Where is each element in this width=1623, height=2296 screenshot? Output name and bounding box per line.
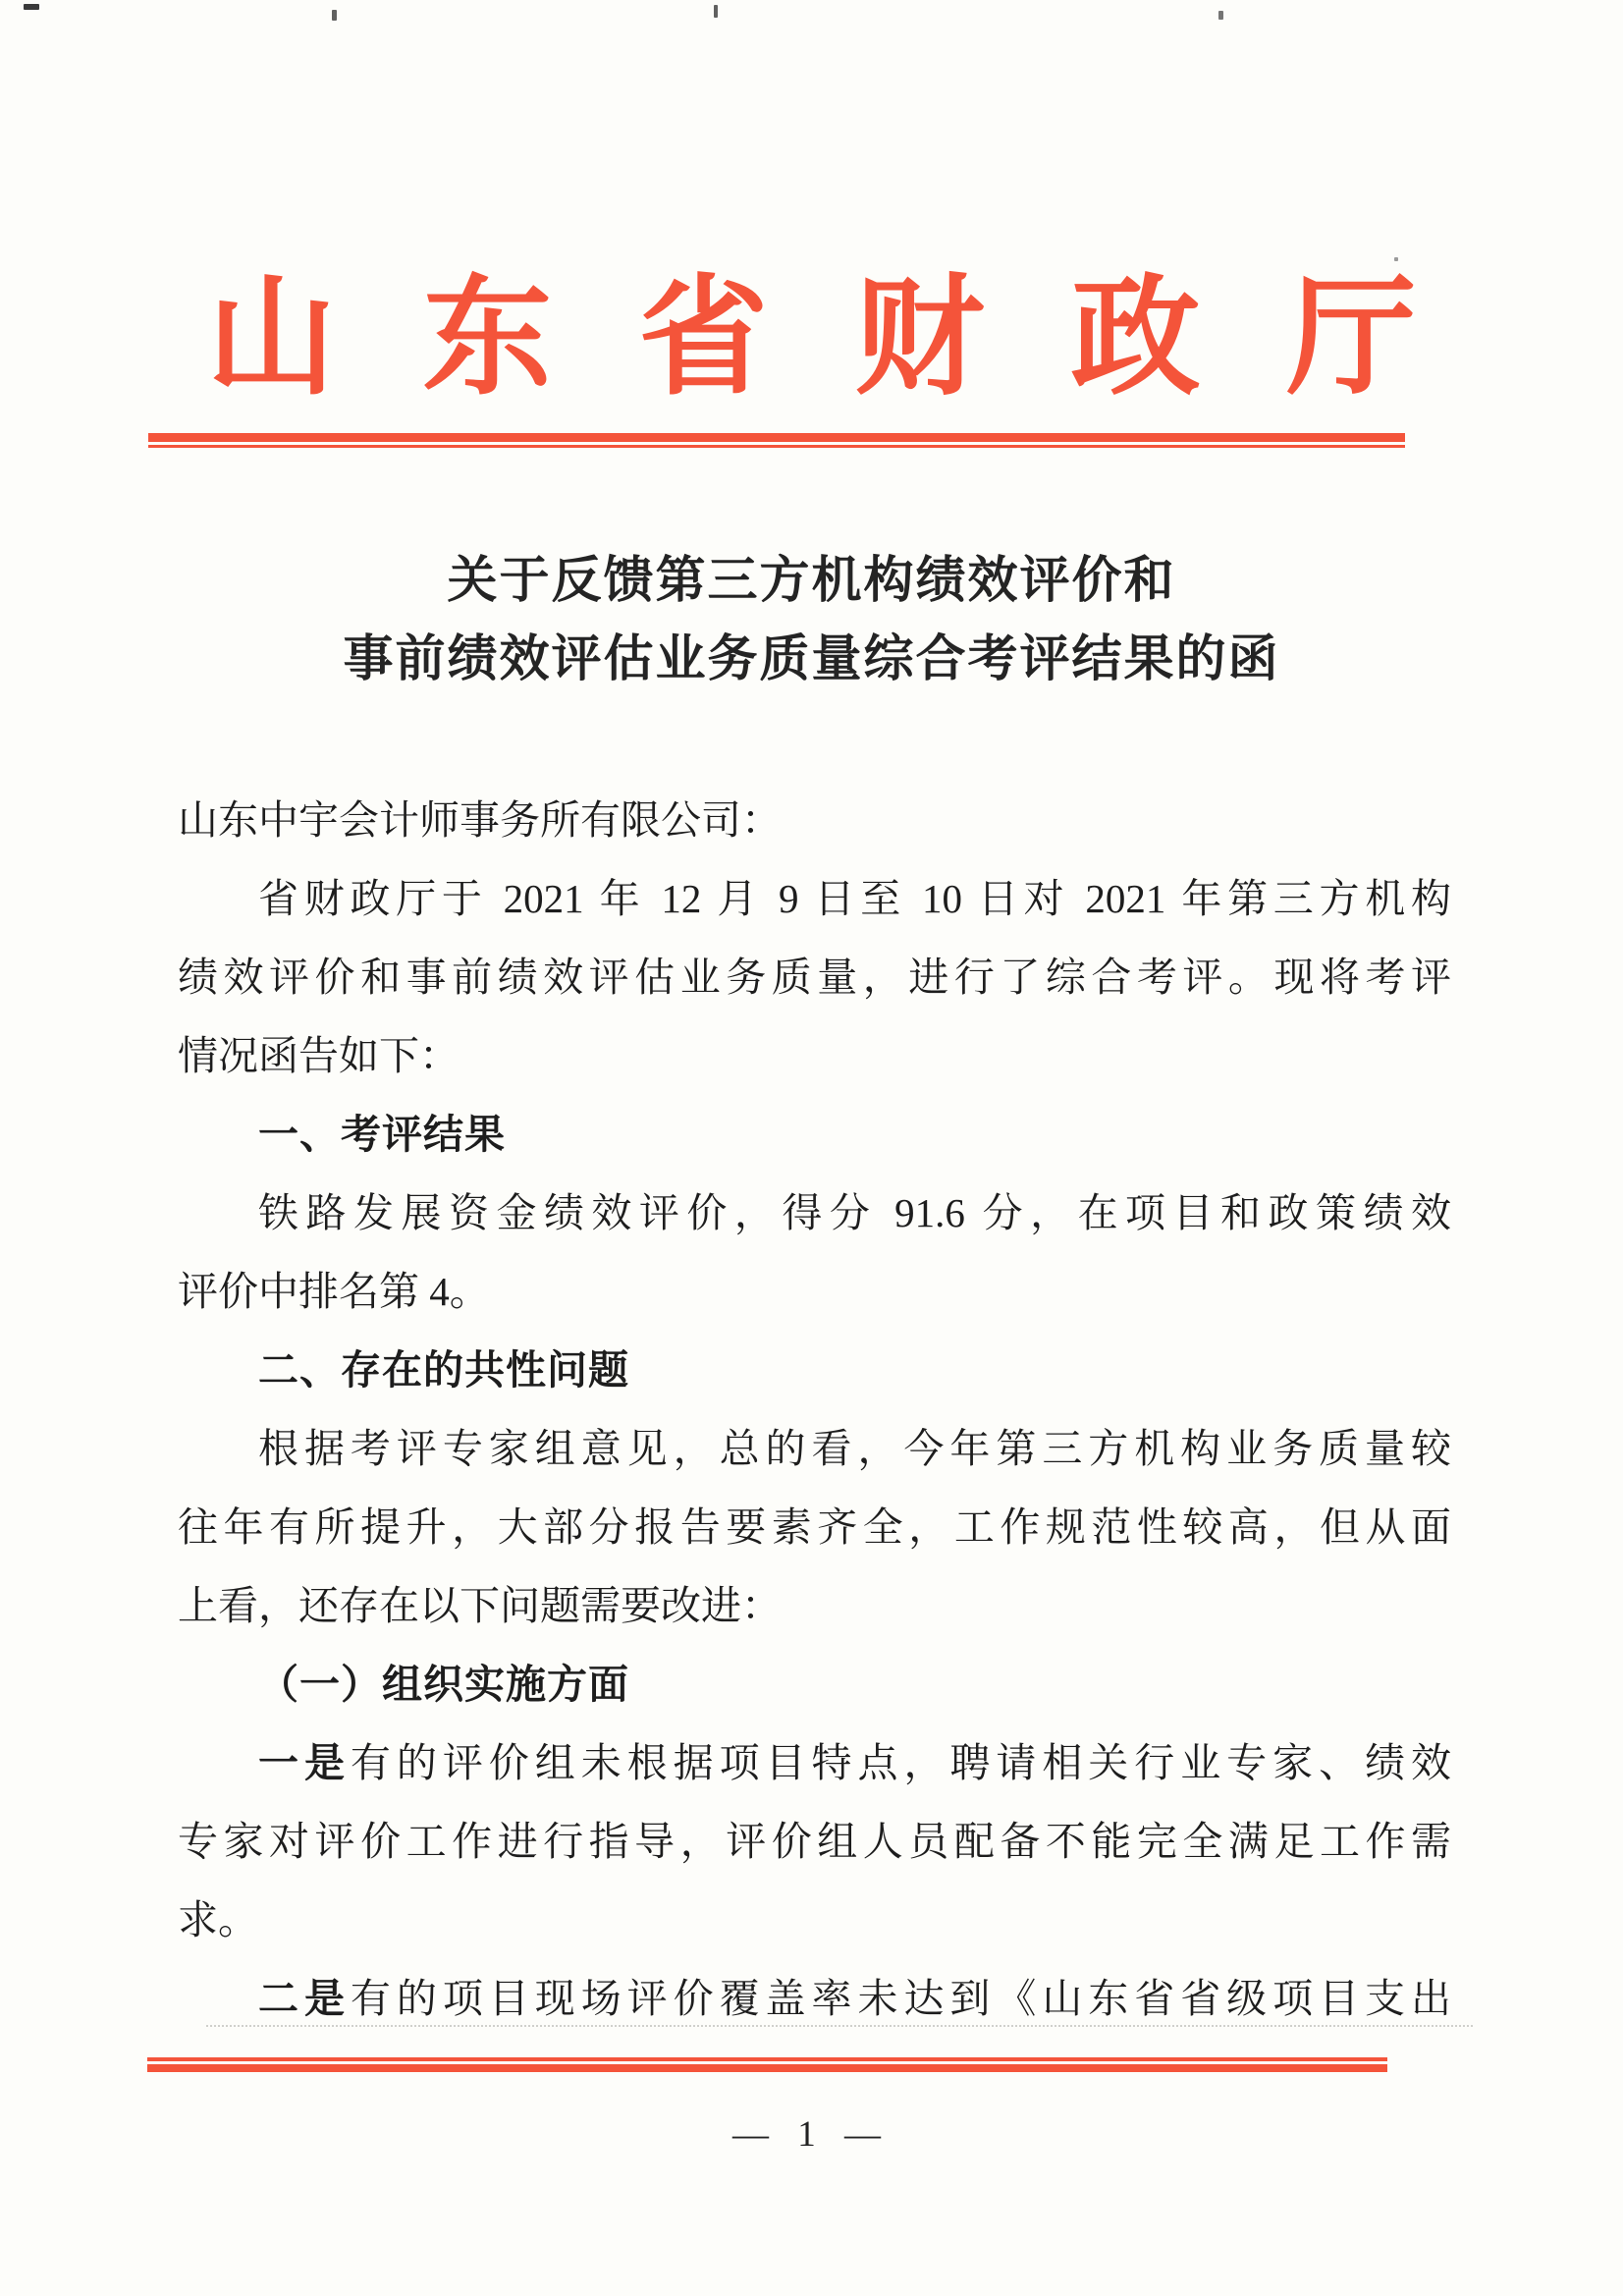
page-number: — 1 — (732, 2114, 891, 2155)
footer-rule (147, 2057, 1387, 2072)
body-line: 山东中宇会计师事务所有限公司： (178, 797, 782, 843)
letterhead-rule-thick (148, 433, 1405, 442)
body-line: 铁路发展资金绩效评价，得分 91.6 分，在项目和政策绩效 (258, 1190, 1451, 1235)
body-line: 往年有所提升，大部分报告要素齐全，工作规范性较高，但从面 (178, 1504, 1451, 1550)
body-line: 上看，还存在以下问题需要改进： (178, 1583, 782, 1628)
scan-artifact (714, 5, 718, 18)
run-in-label: 一是 (258, 1740, 351, 1785)
scan-artifact (1394, 257, 1398, 261)
body-line: 求。 (178, 1897, 258, 1942)
body-line: 根据考评专家组意见，总的看，今年第三方机构业务质量较 (258, 1426, 1451, 1471)
document-title-line2: 事前绩效评估业务质量综合考评结果的函 (343, 632, 1280, 687)
footer-rule-thick (147, 2064, 1387, 2072)
scan-noise-line (206, 2025, 1473, 2027)
banner-char: 东 (422, 266, 553, 410)
letterhead-rule (148, 433, 1405, 448)
body-line: 情况函告如下： (178, 1033, 460, 1078)
scan-artifact (332, 10, 337, 21)
body-line: 一是有的评价组未根据项目特点，聘请相关行业专家、绩效 (258, 1740, 1451, 1785)
banner-char: 厅 (1286, 266, 1417, 410)
run-in-label: 二是 (258, 1976, 351, 2021)
banner-char: 政 (1070, 266, 1201, 410)
section-heading: 一、考评结果 (258, 1112, 506, 1157)
section-heading: 二、存在的共性问题 (258, 1347, 629, 1393)
document-title (0, 542, 1623, 699)
document-body (178, 781, 1451, 2038)
banner-char: 省 (638, 266, 769, 410)
letterhead-rule-thin (148, 445, 1405, 448)
body-line: 省财政厅于 2021 年 12 月 9 日至 10 日对 2021 年第三方机构 (258, 876, 1451, 921)
section-heading: （一）组织实施方面 (258, 1662, 629, 1707)
body-line: 评价中排名第 4。 (178, 1269, 490, 1314)
banner-char: 财 (854, 266, 985, 410)
body-line: 专家对评价工作进行指导，评价组人员配备不能完全满足工作需 (178, 1819, 1451, 1864)
body-line: 绩效评价和事前绩效评估业务质量，进行了综合考评。现将考评 (178, 955, 1451, 1000)
document-title-line1: 关于反馈第三方机构绩效评价和 (447, 554, 1176, 609)
scan-artifact (1218, 11, 1223, 20)
scan-artifact (24, 4, 39, 10)
agency-banner-title (207, 267, 1417, 410)
banner-char: 山 (206, 266, 337, 410)
body-line: 二是有的项目现场评价覆盖率未达到《山东省省级项目支出 (258, 1976, 1451, 2021)
